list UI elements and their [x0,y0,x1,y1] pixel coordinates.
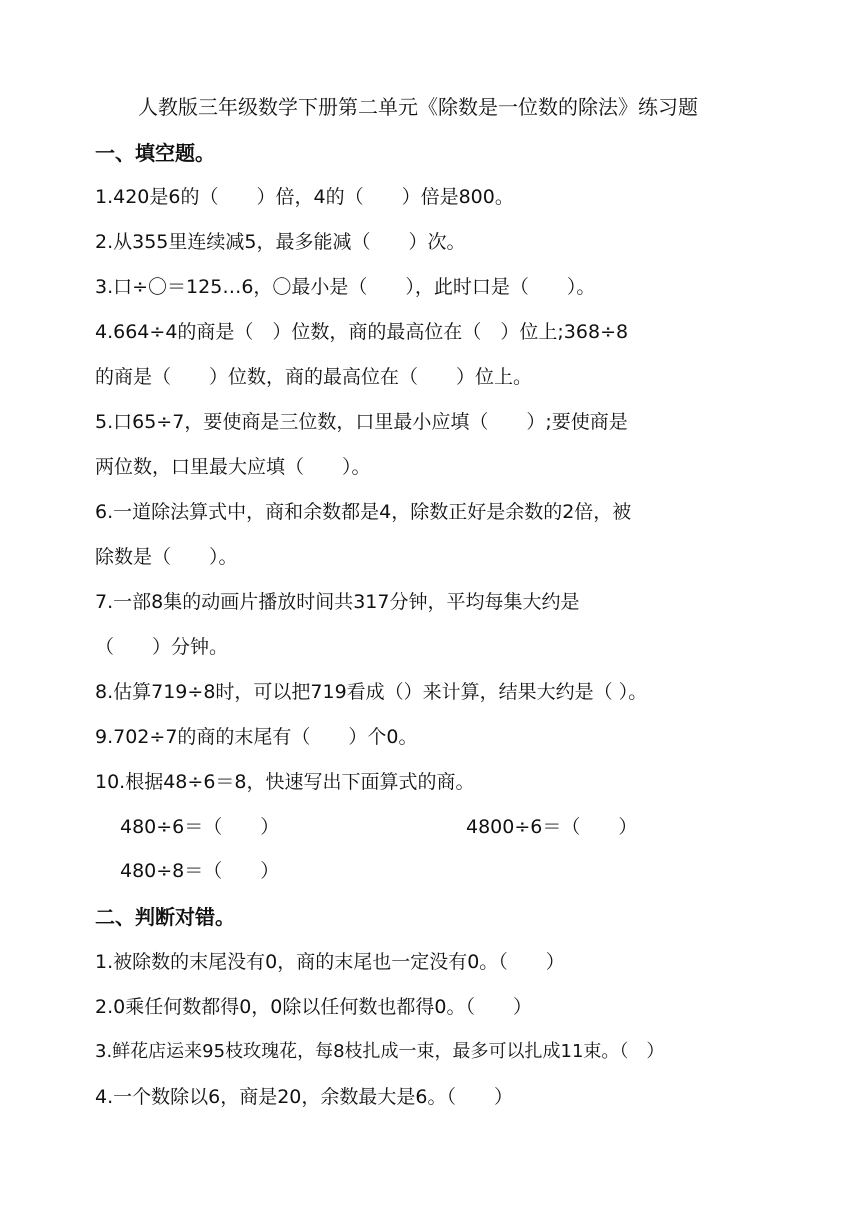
question-line: 2.从355里连续减5，最多能减（ ）次。 [95,231,466,253]
question-line: 3.鲜花店运来95枝玫瑰花，每8枝扎成一束，最多可以扎成11束。（ ） [95,1041,665,1062]
section-heading-fill-blank: 一、填空题。 [95,141,215,165]
question-line: 1.420是6的（ ）倍，4的（ ）倍是800。 [95,186,514,208]
question-line: 7.一部8集的动画片播放时间共317分钟，平均每集大约是 [95,591,580,613]
q10-item: 480÷6＝（ ） [120,816,280,838]
worksheet-title: 人教版三年级数学下册第二单元《除数是一位数的除法》练习题 [138,95,698,119]
question-line: 两位数，口里最大应填（ ）。 [95,456,371,478]
question-line: 6.一道除法算式中，商和余数都是4，除数正好是余数的2倍，被 [95,501,632,523]
question-line: 8.估算719÷8时，可以把719看成（）来计算，结果大约是（ ）。 [95,681,648,703]
question-line: 5.口65÷7，要使商是三位数，口里最小应填（ ）;要使商是 [95,411,628,433]
question-line: 的商是（ ）位数，商的最高位在（ ）位上。 [95,366,533,388]
question-line: 1.被除数的末尾没有0，商的末尾也一定没有0。（ ） [95,951,565,973]
question-line: 除数是（ ）。 [95,546,238,568]
question-line: （ ）分钟。 [95,636,229,658]
q10-item: 480÷8＝（ ） [120,860,280,882]
question-line: 4.664÷4的商是（ ）位数，商的最高位在（ ）位上;368÷8 [95,321,629,343]
question-line: 10.根据48÷6＝8，快速写出下面算式的商。 [95,771,475,793]
question-line: 3.口÷〇＝125…6，〇最小是（ ），此时口是（ ）。 [95,276,596,298]
question-line: 9.702÷7的商的末尾有（ ）个0。 [95,726,418,748]
q10-item: 4800÷6＝（ ） [466,816,638,838]
section-heading-true-false: 二、判断对错。 [95,905,235,929]
question-line: 2.0乘任何数都得0，0除以任何数也都得0。（ ） [95,996,532,1018]
question-line: 4.一个数除以6，商是20，余数最大是6。（ ） [95,1086,513,1108]
